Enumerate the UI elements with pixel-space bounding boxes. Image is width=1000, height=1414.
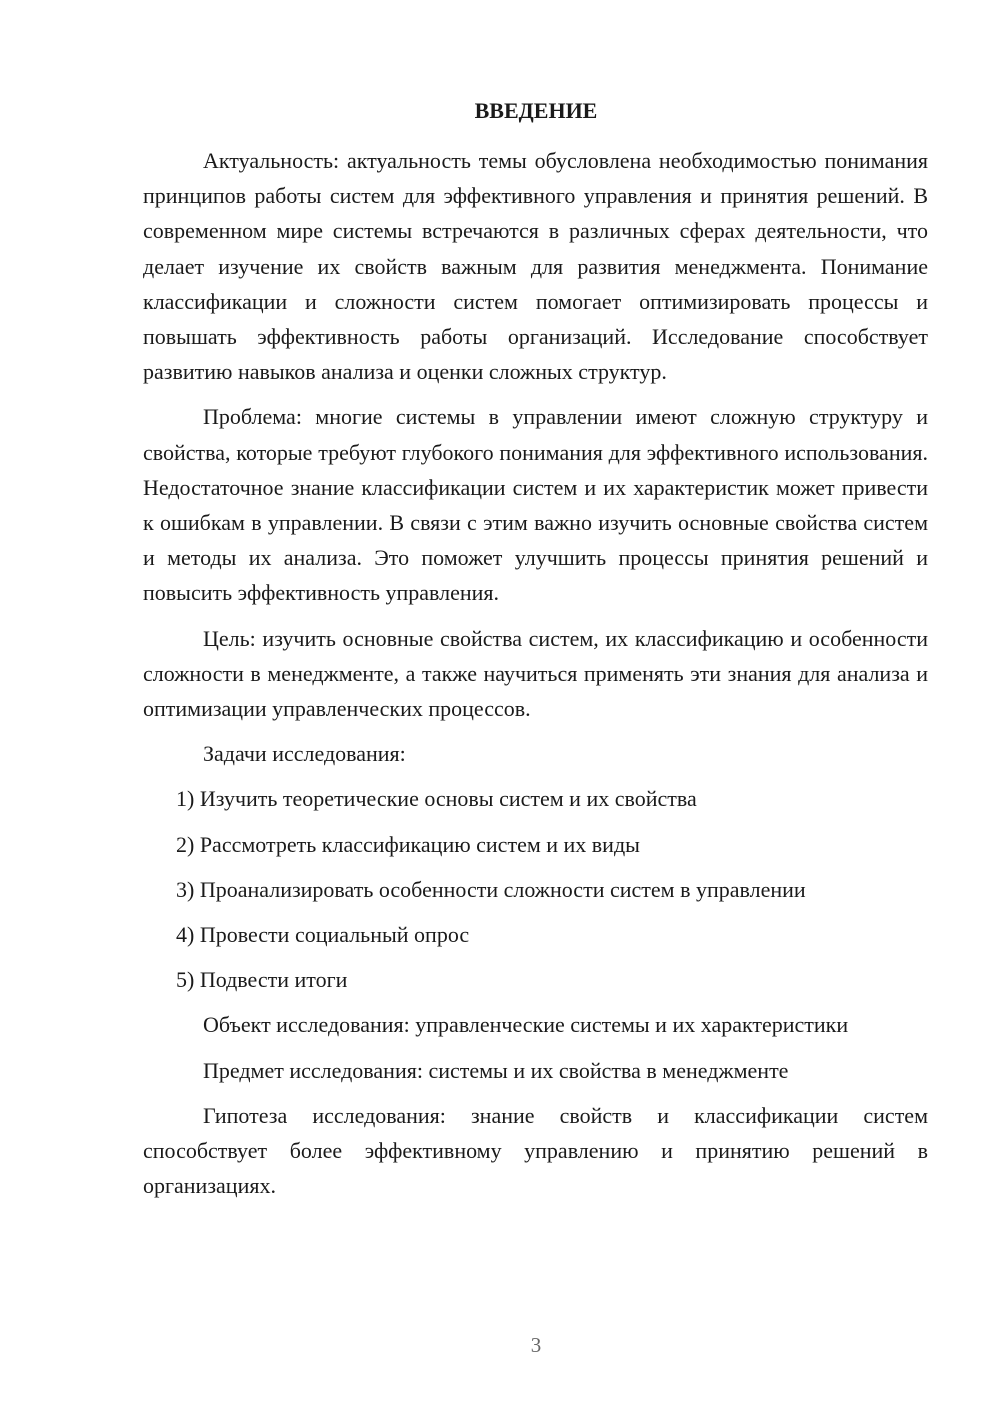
object-line: Объект исследования: управленческие системы и их характеристики bbox=[203, 1012, 849, 1038]
problem-paragraph: Проблема: многие системы в управлении имеют сложную структуру и свойства, которые требуют глубокого понимания для эффективного использования. Недостаточное знание классификации систем и их характеристик может привести к ошибкам в управлении. В связи с этим важно изучить основные свойства систем и методы их анализа. Это поможет улучшить процессы принятия решений и повысить эффективность управления. bbox=[143, 404, 928, 606]
section-heading: ВВЕДЕНИЕ bbox=[474, 98, 598, 123]
document-body bbox=[143, 143, 928, 1213]
list-item: 4) Провести социальный опрос bbox=[176, 922, 470, 948]
page-number: 3 bbox=[530, 1333, 542, 1357]
goal-paragraph: Цель: изучить основные свойства систем, их классификацию и особенности сложности в менеджменте, а также научиться применять эти знания для анализа и оптимизации управленческих процессов. bbox=[143, 625, 928, 722]
subject-line: Предмет исследования: системы и их свойства в менеджменте bbox=[203, 1057, 789, 1083]
tasks-title: Задачи исследования: bbox=[203, 741, 406, 767]
list-item: 2) Рассмотреть классификацию систем и их виды bbox=[176, 831, 640, 857]
tasks-list bbox=[143, 781, 928, 997]
list-item: 5) Подвести итоги bbox=[176, 967, 348, 993]
hypothesis-paragraph: Гипотеза исследования: знание свойств и классификации систем способствует более эффективному управлению и принятию решений в организациях. bbox=[143, 1102, 928, 1199]
relevance-paragraph: Актуальность: актуальность темы обусловлена необходимостью понимания принципов работы систем для эффективного управления и принятия решений. В современном мире системы встречаются в различных сферах деятельности, что делает изучение их свойств важным для развития менеджмента. Понимание классификации и сложности систем помогает оптимизировать процессы и повышать эффективность работы организаций. Исследование способствует развитию навыков анализа и оценки сложных структур. bbox=[143, 148, 928, 385]
list-item: 3) Проанализировать особенности сложности систем в управлении bbox=[176, 876, 806, 902]
list-item: 1) Изучить теоретические основы систем и их свойства bbox=[176, 786, 697, 812]
